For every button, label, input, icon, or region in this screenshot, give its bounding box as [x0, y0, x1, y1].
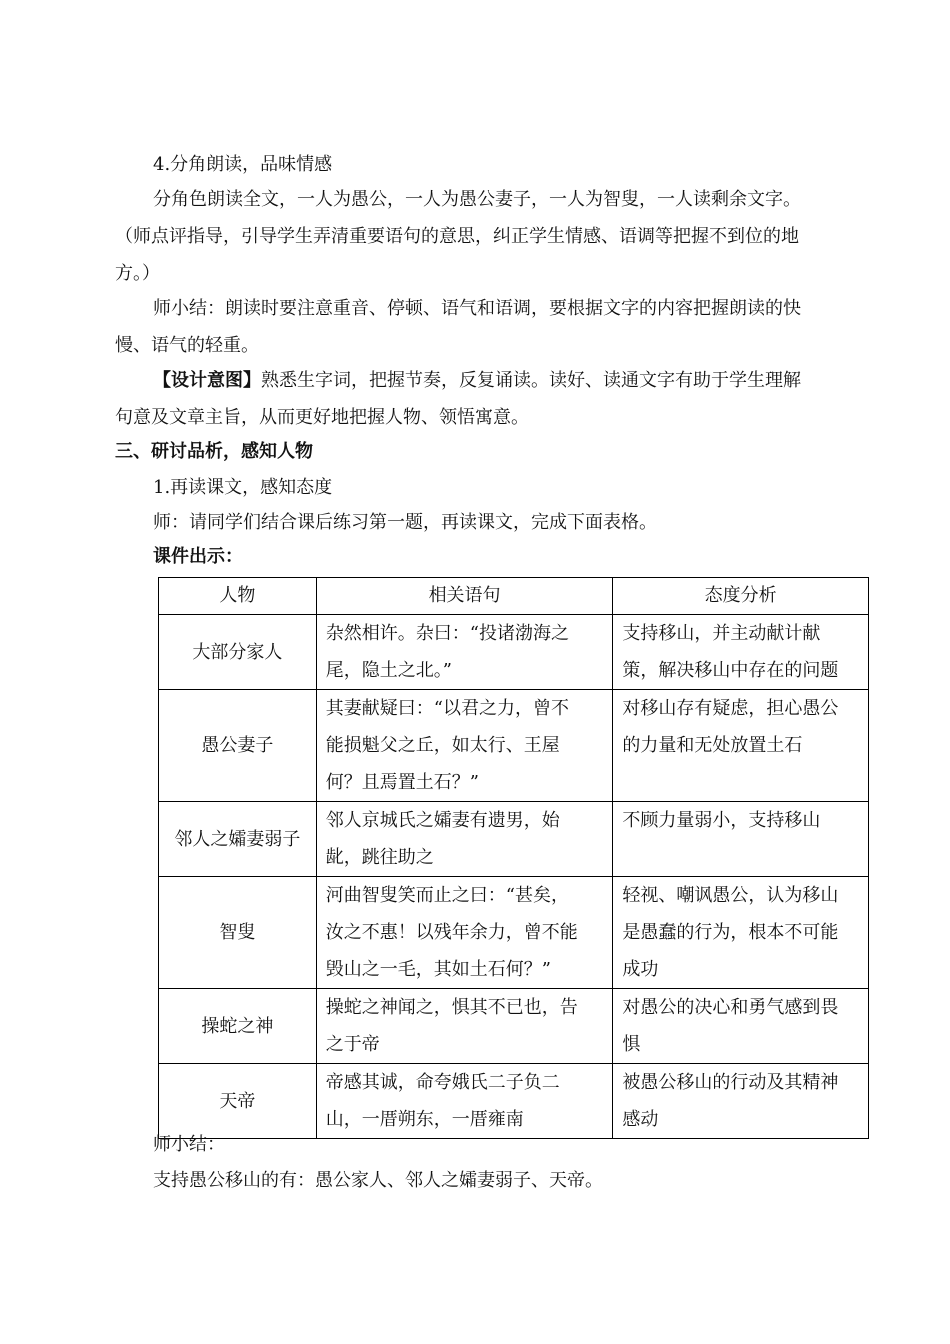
attitude-line: 成功 [622, 959, 659, 980]
attitude-cell [613, 690, 869, 802]
quote-line: 帝感其诚，命夸娥氏二子负二 [325, 1072, 560, 1093]
design-intent-text: 熟悉生字词，把握节奏，反复诵读。读好、读通文字有助于学生理解 [261, 370, 801, 391]
quote-line: 之于帝 [325, 1034, 380, 1055]
teacher-instruction: 师：请同学们结合课后练习第一题，再读课文，完成下面表格。 [153, 512, 657, 533]
character-attitude-table [158, 577, 869, 1139]
table-row [159, 615, 869, 690]
paragraph-line: 师小结：朗读时要注意重音、停顿、语气和语调，要根据文字的内容把握朗读的快 [153, 298, 801, 319]
table-row [159, 989, 869, 1064]
quote-cell [316, 989, 613, 1064]
table-header-cell: 态度分析 [613, 578, 869, 615]
quote-line: 杂然相许。杂曰：“投诸渤海之 [325, 623, 569, 644]
attitude-line: 支持移山，并主动献计献 [622, 623, 821, 644]
table-row [159, 690, 869, 802]
attitude-cell [613, 877, 869, 989]
paragraph-line: 慢、语气的轻重。 [115, 335, 259, 356]
section-heading-4: 4.分角朗读，品味情感 [153, 154, 333, 175]
attitude-cell [613, 1064, 869, 1139]
quote-line: 龀，跳往助之 [325, 847, 434, 868]
quote-line: 邻人京城氏之孀妻有遗男，始 [325, 810, 560, 831]
attitude-line: 的力量和无处放置土石 [622, 735, 803, 756]
table-row [159, 877, 869, 989]
paragraph-line: 分角色朗读全文，一人为愚公，一人为愚公妻子，一人为智叟，一人读剩余文字。 [153, 189, 801, 210]
attitude-line: 是愚蠢的行为，根本不可能 [622, 922, 839, 943]
quote-line: 汝之不惠！以残年余力，曾不能 [325, 922, 578, 943]
table-header-cell: 人物 [159, 578, 317, 615]
quote-line: 山，一厝朔东，一厝雍南 [325, 1109, 524, 1130]
quote-cell [316, 877, 613, 989]
quote-line: 河曲智叟笑而止之曰：“甚矣， [325, 885, 569, 906]
attitude-cell [613, 802, 869, 877]
step-heading: 1.再读课文，感知态度 [153, 477, 333, 498]
quote-line: 能损魁父之丘，如太行、王屋 [325, 735, 560, 756]
design-intent-label: 【设计意图】 [153, 370, 261, 391]
character-cell: 天帝 [159, 1064, 317, 1139]
character-cell: 操蛇之神 [159, 989, 317, 1064]
quote-line: 何？且焉置土石？” [325, 772, 479, 793]
attitude-line: 感动 [622, 1109, 659, 1130]
character-cell: 邻人之孀妻弱子 [159, 802, 317, 877]
attitude-line: 策，解决移山中存在的问题 [622, 660, 839, 681]
attitude-cell [613, 989, 869, 1064]
closing-summary-label: 师小结： [153, 1134, 225, 1155]
table-row [159, 1064, 869, 1139]
section-heading-3: 三、研讨品析，感知人物 [115, 441, 313, 462]
character-cell: 智叟 [159, 877, 317, 989]
attitude-line: 惧 [622, 1034, 641, 1055]
design-intent [153, 369, 801, 393]
quote-cell [316, 690, 613, 802]
quote-line: 尾，隐土之北。” [325, 660, 452, 681]
quote-line: 其妻献疑曰：“以君之力，曾不 [325, 698, 569, 719]
courseware-label: 课件出示： [153, 546, 243, 567]
quote-cell [316, 615, 613, 690]
character-cell: 大部分家人 [159, 615, 317, 690]
quote-line: 操蛇之神闻之，惧其不已也，告 [325, 997, 578, 1018]
table-row [159, 802, 869, 877]
character-cell: 愚公妻子 [159, 690, 317, 802]
paragraph-line: 方。） [115, 263, 160, 284]
quote-line: 毁山之一毛，其如土石何？” [325, 959, 551, 980]
attitude-line: 不顾力量弱小，支持移山 [622, 810, 821, 831]
attitude-line: 被愚公移山的行动及其精神 [622, 1072, 839, 1093]
table-header-row [159, 578, 869, 615]
quote-cell [316, 802, 613, 877]
paragraph-line: （师点评指导，引导学生弄清重要语句的意思，纠正学生情感、语调等把握不到位的地 [115, 226, 799, 247]
attitude-cell [613, 615, 869, 690]
closing-support-text: 支持愚公移山的有：愚公家人、邻人之孀妻弱子、天帝。 [153, 1170, 603, 1191]
attitude-line: 对移山存有疑虑，担心愚公 [622, 698, 839, 719]
table-header-cell: 相关语句 [316, 578, 613, 615]
attitude-line: 轻视、嘲讽愚公，认为移山 [622, 885, 839, 906]
paragraph-line: 句意及文章主旨，从而更好地把握人物、领悟寓意。 [115, 407, 529, 428]
quote-cell [316, 1064, 613, 1139]
attitude-line: 对愚公的决心和勇气感到畏 [622, 997, 839, 1018]
